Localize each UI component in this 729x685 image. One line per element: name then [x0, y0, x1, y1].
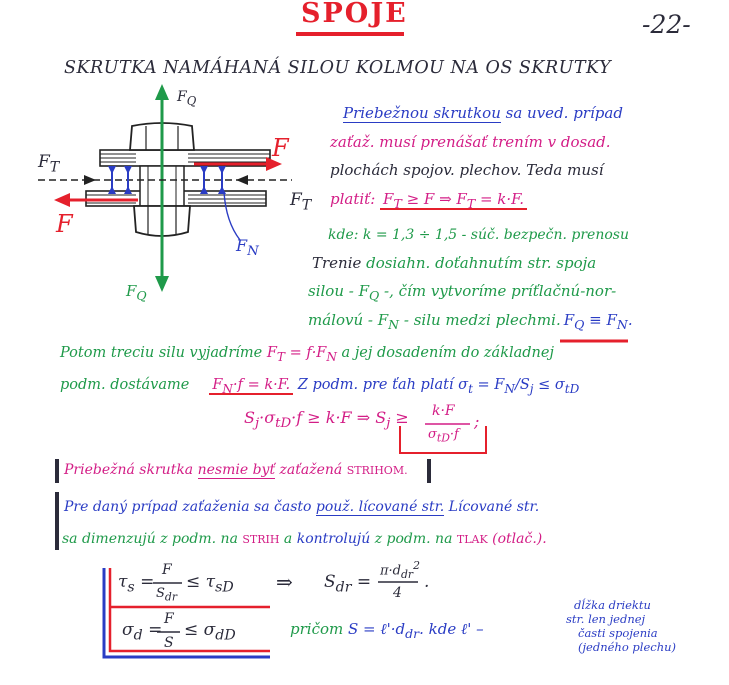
friction-line-1: Trenie dosiahn. doťahnutím str. spoja	[312, 254, 597, 272]
sigma-numerator: F	[164, 611, 174, 627]
derivation-eq-3: $S_j\cdot\sigma_{tD}\cdot f \ge k\cdot F$ ⇒ $S_j$ ≥	[244, 408, 409, 432]
label-ft-right: $F_T$	[290, 190, 312, 214]
note-line-4: (jedného plechu)	[578, 640, 677, 654]
tau-denominator: $S_{dr}$	[156, 586, 178, 604]
friction-line-2: silou - $F_Q$ -, čím vytvoríme príťlačnú-nor-	[308, 282, 617, 303]
ft-right-arrowhead	[236, 175, 248, 185]
implies-arrow: ⇒	[276, 570, 293, 594]
label-ft-left: $F_T$	[38, 152, 60, 176]
fitted-bar	[55, 492, 59, 550]
rule-bar-left	[55, 459, 59, 483]
sigma-lhs: $\sigma_d$ =	[122, 620, 163, 644]
tau-lhs: $\tau_s$ =	[118, 572, 155, 596]
page-number: -22-	[642, 10, 691, 39]
sigma-rhs: ≤ $\sigma_{dD}$	[184, 620, 236, 644]
label-fq-top: $F_Q$	[177, 89, 197, 108]
fitted-line-1: Pre daný prípad zaťaženia sa často použ. lícované str. Lícované str.	[64, 499, 540, 515]
sigma-denominator: S	[164, 635, 174, 651]
intro-line-1: Priebežnou skrutkou sa uved. prípad	[343, 104, 623, 122]
derivation-line-1: Potom treciu silu vyjadríme $F_T = f\cdot F_N$ a jej dosadením do základnej	[60, 345, 554, 364]
pricom-line: pričom $S = \ell'\cdot d_{dr}$. kde ℓ' –	[290, 620, 484, 641]
fitted-line-2: sa dimenzujú z podm. na STRIH a kontrolujú z podm. na TLAK (otlač.).	[62, 531, 547, 547]
intro-line-4: platiť: $F_T \ge F$ ⇒ $F_T = k\cdot F$.	[330, 192, 527, 211]
tau-rhs: ≤ $\tau_{sD}$	[186, 572, 234, 596]
intro-line-3: plochách spojov. plechov. Teda musí	[330, 161, 604, 179]
sj-numerator: k·F	[432, 403, 455, 419]
note-line-2: str. len jednej	[566, 612, 646, 626]
tau-numerator: F	[162, 562, 172, 578]
ft-left-arrowhead	[84, 175, 96, 185]
label-fn: $F_N$	[236, 236, 259, 260]
derivation-line-2: podm. dostávame $F_N\cdot f = k\cdot F$. Z podm. pre ťah platí $\sigma_t = F_N/S_j \le \sigma_{tD}$	[60, 377, 580, 396]
section-title: SPOJE	[301, 0, 408, 29]
main-title: SKRUTKA NAMÁHANÁ SILOU KOLMOU NA OS SKRUTKY	[64, 58, 612, 78]
safety-coefficient: kde: k = 1,3 ÷ 1,5 - súč. bezpečn. prenosu	[328, 227, 629, 243]
label-fq-bottom: $F_Q$	[126, 282, 147, 303]
sdr-numerator: $\pi\cdot d_{dr}^2$	[380, 559, 420, 581]
sdr-lhs: $S_{dr}$ =	[324, 572, 372, 596]
sdr-denominator: 4	[393, 585, 402, 601]
friction-line-3: málovú - $F_N$ - silu medzi plechmi. $F_Q \equiv F_N$.	[308, 311, 633, 332]
sj-denominator: $\sigma_{tD}\cdot f$	[428, 427, 459, 445]
note-line-3: časti spojenia	[578, 626, 658, 640]
note-line-1: dĺžka driektu	[574, 598, 651, 612]
label-f-right: F	[272, 134, 289, 162]
rule-line: Priebežná skrutka nesmie byť zaťažená STRIHOM.	[64, 462, 408, 478]
intro-line-2: zaťaž. musí prenášať trením v dosad.	[330, 133, 611, 151]
sj-semicolon: ;	[474, 412, 480, 431]
sdr-end: .	[424, 572, 430, 592]
label-f-left: F	[56, 210, 73, 238]
rule-bar-right	[427, 459, 431, 483]
